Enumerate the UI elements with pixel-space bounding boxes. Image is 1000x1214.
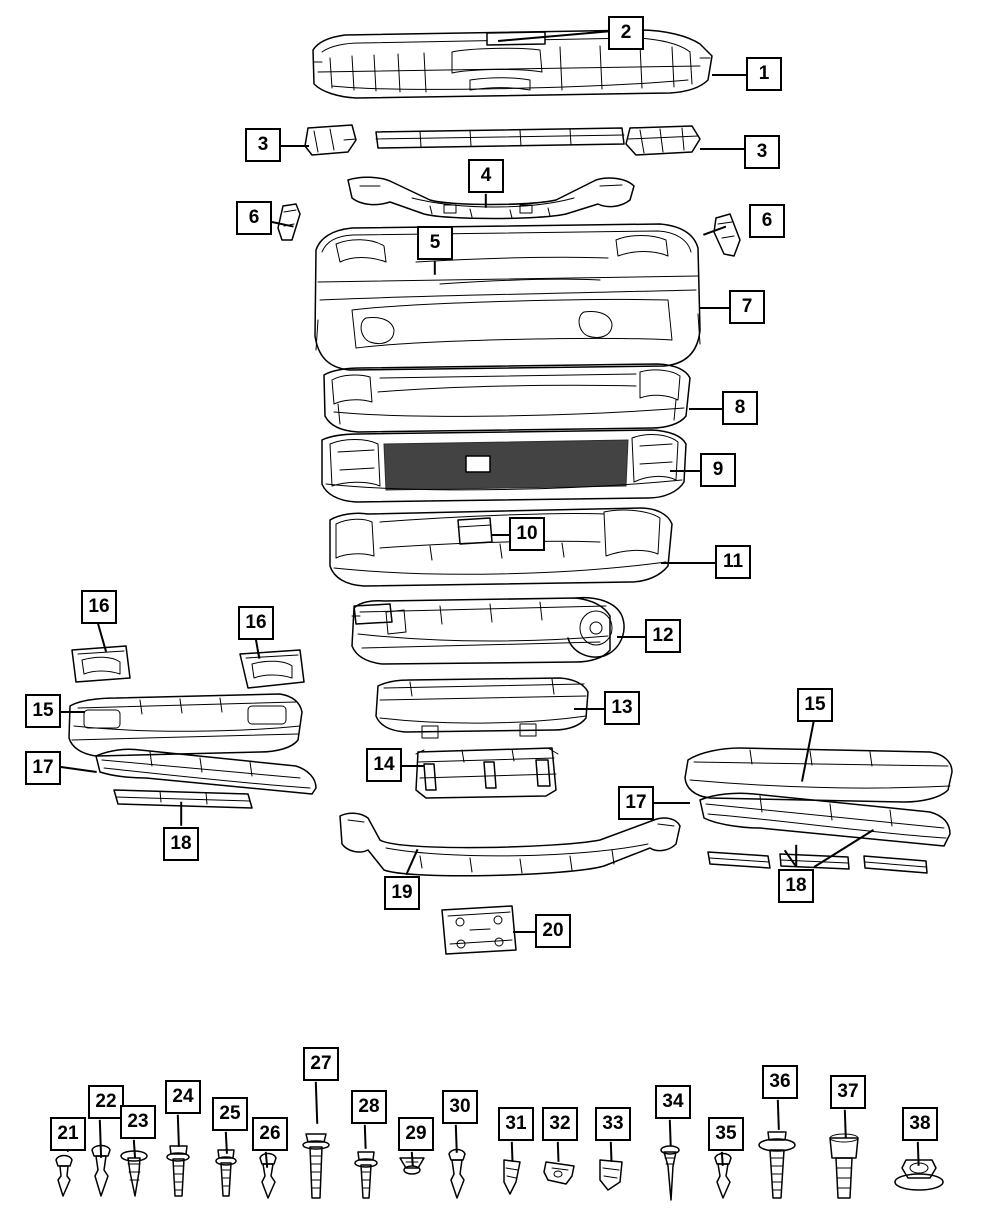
leader-14 xyxy=(402,765,424,767)
callout-36[interactable]: 36 xyxy=(762,1065,798,1099)
fastener-34 xyxy=(661,1146,679,1200)
callout-6-left[interactable]: 6 xyxy=(236,201,272,235)
callout-28[interactable]: 28 xyxy=(351,1090,387,1124)
callout-3-left[interactable]: 3 xyxy=(245,128,281,162)
callout-15-left[interactable]: 15 xyxy=(25,694,61,728)
callout-32[interactable]: 32 xyxy=(542,1107,578,1141)
leader-1 xyxy=(712,74,746,76)
fastener-31 xyxy=(504,1160,520,1194)
part-10-tow-hook-cover xyxy=(458,518,492,544)
callout-1[interactable]: 1 xyxy=(746,57,782,91)
callout-37[interactable]: 37 xyxy=(830,1075,866,1109)
callout-33[interactable]: 33 xyxy=(595,1107,631,1141)
callout-29[interactable]: 29 xyxy=(398,1117,434,1151)
leader-15a xyxy=(61,711,85,713)
fastener-25 xyxy=(216,1150,236,1196)
callout-3-right[interactable]: 3 xyxy=(744,135,780,169)
callout-34[interactable]: 34 xyxy=(655,1085,691,1119)
callout-18-right[interactable]: 18 xyxy=(778,869,814,903)
callout-18-left[interactable]: 18 xyxy=(163,827,199,861)
leader-10 xyxy=(491,534,509,536)
callout-7[interactable]: 7 xyxy=(729,290,765,324)
callout-17-left[interactable]: 17 xyxy=(25,751,61,785)
part-9-lower-grille xyxy=(322,430,686,502)
fastener-21 xyxy=(56,1156,72,1197)
part-15-left-bracket xyxy=(69,694,302,756)
callout-19[interactable]: 19 xyxy=(384,876,420,910)
fastener-36 xyxy=(759,1132,795,1198)
fastener-33 xyxy=(600,1160,622,1190)
part-7-front-fascia xyxy=(315,224,700,370)
part-12-bumper-beam xyxy=(352,598,624,664)
callout-15-right[interactable]: 15 xyxy=(797,688,833,722)
leader-7 xyxy=(700,307,729,309)
part-4-upper-grille-support xyxy=(376,128,624,148)
callout-27[interactable]: 27 xyxy=(303,1047,339,1081)
leader-3b xyxy=(700,148,744,150)
part-11-lower-air-dam xyxy=(330,508,672,586)
callout-12[interactable]: 12 xyxy=(645,619,681,653)
callout-2[interactable]: 2 xyxy=(608,16,644,50)
fastener-28 xyxy=(355,1152,377,1198)
leader-3a xyxy=(281,145,309,147)
callout-35[interactable]: 35 xyxy=(708,1117,744,1151)
leader-17b xyxy=(654,802,690,804)
fastener-27 xyxy=(303,1134,329,1198)
callout-20[interactable]: 20 xyxy=(535,914,571,948)
leader-20 xyxy=(513,931,535,933)
callout-8[interactable]: 8 xyxy=(722,391,758,425)
callout-17-right[interactable]: 17 xyxy=(618,786,654,820)
fastener-37 xyxy=(830,1134,858,1198)
callout-23[interactable]: 23 xyxy=(120,1105,156,1139)
callout-25[interactable]: 25 xyxy=(212,1097,248,1131)
callout-11[interactable]: 11 xyxy=(715,545,751,579)
part-16-end-caps xyxy=(72,646,304,688)
part-18-left-retainer xyxy=(114,790,252,808)
leader-18a xyxy=(180,802,182,826)
callout-26[interactable]: 26 xyxy=(252,1117,288,1151)
callout-31[interactable]: 31 xyxy=(498,1107,534,1141)
callout-16-left[interactable]: 16 xyxy=(81,590,117,624)
leader-11 xyxy=(661,562,715,564)
callout-21[interactable]: 21 xyxy=(50,1117,86,1151)
callout-38[interactable]: 38 xyxy=(902,1107,938,1141)
leader-12 xyxy=(617,636,645,638)
part-17-left-rail xyxy=(96,749,316,794)
callout-4[interactable]: 4 xyxy=(468,159,504,193)
leader-5 xyxy=(434,261,436,275)
callout-10[interactable]: 10 xyxy=(509,517,545,551)
part-14-lower-bracket xyxy=(416,748,558,798)
fastener-32 xyxy=(544,1162,574,1184)
callout-9[interactable]: 9 xyxy=(700,453,736,487)
part-8-lower-valance xyxy=(324,364,690,432)
leader-4 xyxy=(485,194,487,208)
callout-24[interactable]: 24 xyxy=(165,1080,201,1114)
leader-13 xyxy=(574,708,604,710)
callout-6-right[interactable]: 6 xyxy=(749,204,785,238)
leader-8 xyxy=(689,408,722,410)
leader-18b2 xyxy=(795,845,797,867)
fastener-26 xyxy=(260,1154,276,1199)
part-13-energy-absorber xyxy=(376,678,588,738)
callout-14[interactable]: 14 xyxy=(366,748,402,782)
callout-22[interactable]: 22 xyxy=(88,1085,124,1119)
leader-9 xyxy=(670,470,700,472)
part-19-lower-deflector xyxy=(340,813,680,876)
callout-13[interactable]: 13 xyxy=(604,691,640,725)
callout-16-right[interactable]: 16 xyxy=(238,606,274,640)
callout-5[interactable]: 5 xyxy=(417,226,453,260)
part-6-corner-clips xyxy=(278,204,740,256)
fastener-24 xyxy=(167,1146,189,1196)
part-20-license-bracket xyxy=(442,906,516,954)
fastener-30 xyxy=(449,1150,465,1199)
callout-30[interactable]: 30 xyxy=(442,1090,478,1124)
